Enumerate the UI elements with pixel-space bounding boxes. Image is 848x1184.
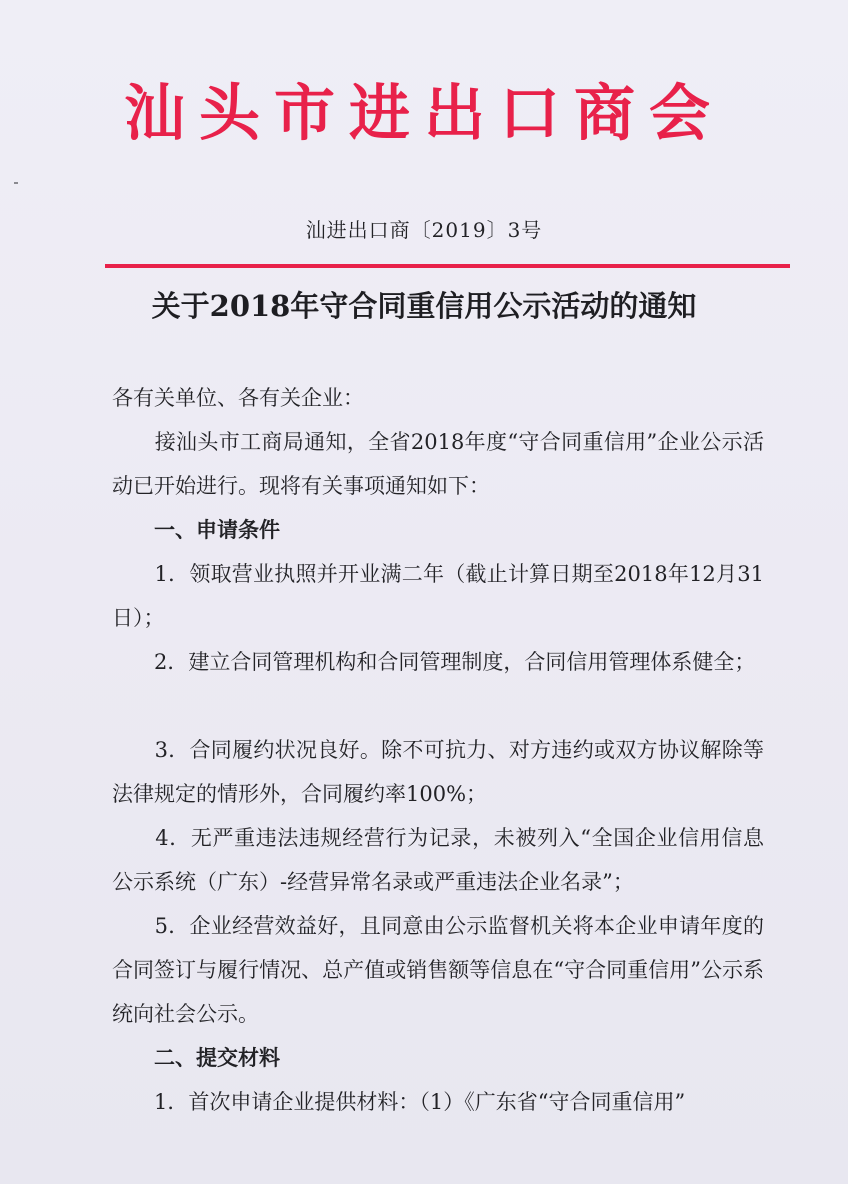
- document-title: 关于2018年守合同重信用公示活动的通知: [151, 289, 697, 323]
- scan-speck: [14, 182, 18, 184]
- materials-item-1: 1．首次申请企业提供材料：（1）《广东省“守合同重信用”: [112, 1090, 686, 1114]
- condition-item-1: 1．领取营业执照并开业满二年（截止计算日期至2018年12月31日）；: [112, 562, 764, 630]
- condition-item-4: 4．无严重违法违规经营行为记录，未被列入“全国企业信用信息公示系统（广东）-经营异常名录或严重违法企业名录”；: [112, 826, 764, 894]
- section-heading-materials: 二、提交材料: [112, 1046, 280, 1070]
- letterhead-red-rule: [105, 264, 790, 268]
- section-heading-conditions: 一、申请条件: [112, 518, 280, 542]
- salutation: 各有关单位、各有关企业：: [112, 386, 364, 410]
- letterhead-org-name: 汕头市进出口商会: [123, 78, 724, 149]
- intro-paragraph: 接汕头市工商局通知，全省2018年度“守合同重信用”企业公示活动已开始进行。现将有关事项通知如下：: [112, 430, 764, 498]
- condition-item-2: 2．建立合同管理机构和合同管理制度，合同信用管理体系健全；: [112, 650, 756, 674]
- condition-item-3: 3．合同履约状况良好。除不可抗力、对方违约或双方协议解除等法律规定的情形外，合同履约率100%；: [112, 738, 764, 806]
- condition-item-5: 5．企业经营效益好，且同意由公示监督机关将本企业申请年度的合同签订与履行情况、总产值或销售额等信息在“守合同重信用”公示系统向社会公示。: [112, 914, 764, 1026]
- document-number: 汕进出口商〔2019〕3号: [305, 218, 543, 242]
